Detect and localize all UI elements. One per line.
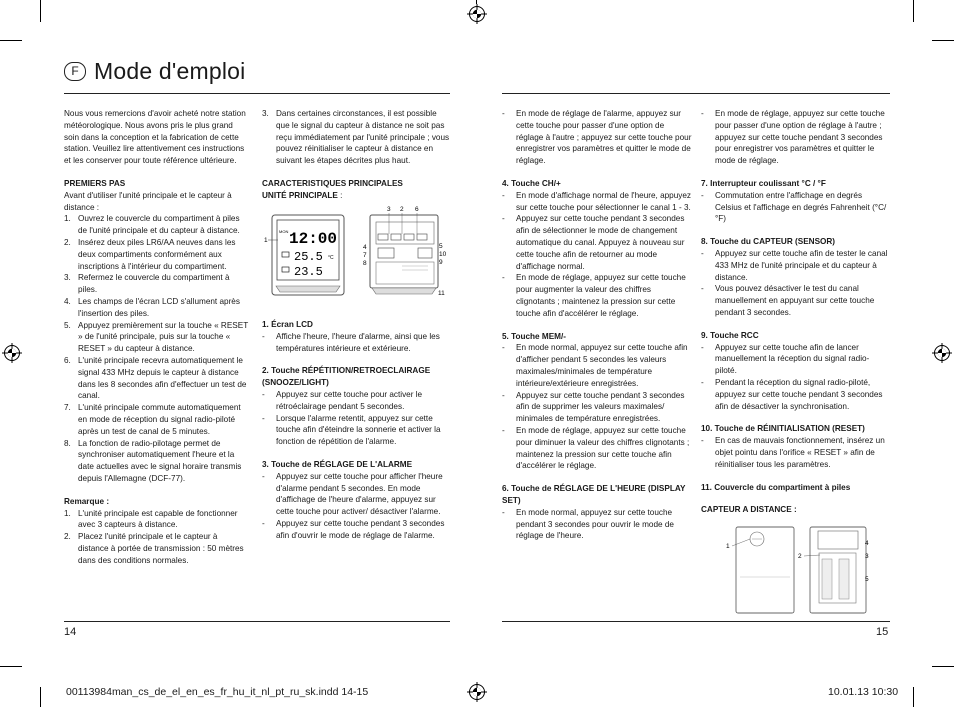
crop-mark [932, 40, 954, 41]
crop-mark [913, 0, 914, 22]
main-unit-diagram [262, 200, 452, 300]
list-item: - En mode de réglage, appuyez sur cette touche pour passer d'une option de réglage à l'autre ; appuyez sur cette touche pendant 3 secondes pour enregistrer vos paramètres et quitter le mode de réglage. [701, 109, 885, 166]
premiers-pas-lead: Avant d'utiliser l'unité principale et le capteur à distance : [64, 190, 232, 212]
slug-filename: 00113984man_cs_de_el_en_es_fr_hu_it_nl_pt_ru_sk.indd 14-15 [66, 686, 369, 698]
sensor-diagram [722, 525, 872, 615]
section-6-list [502, 507, 692, 542]
heading-reset: 10. Touche de RÉINITIALISATION (RESET) [701, 424, 865, 434]
heading-caracteristiques: CARACTERISTIQUES PRINCIPALES [262, 178, 403, 188]
alarm-continued-list [502, 108, 692, 167]
intro-text: Nous vous remercions d'avoir acheté notre station météorologique. Nous avons pris le plus grand soin dans la conception et la fabrication de cette station. Veuillez lire attentivement ces instructions et les conserver pour toute référence ultérieure. [64, 109, 246, 166]
section-5-list [502, 342, 692, 472]
lcd-time: 12:00 [289, 230, 338, 248]
sensor-callout-2: 2 [798, 553, 802, 560]
crop-mark [40, 687, 41, 707]
callout-9: 9 [439, 259, 443, 266]
footer-rule-left [64, 621, 450, 622]
page-number-left: 14 [64, 626, 77, 638]
list-item: 4. Les champs de l'écran LCD s'allument après l'insertion des piles. [64, 296, 240, 318]
left-column-1 [64, 108, 250, 566]
page-number-right: 15 [876, 626, 889, 638]
list-item: - Appuyez sur cette touche pendant 3 secondes afin de sélectionner le mode de changement automatique du canal. Appuyez à nouveau sur cette touche afin de retourner au mode d'affichage normal. [502, 214, 685, 271]
list-item: - En mode normal, appuyez sur cette touche afin d'afficher pendant 5 secondes les valeurs maximales/minimales de température intérieure/extérieure enregistrées. [502, 343, 688, 388]
time-set-continued-list [701, 108, 891, 167]
slug-date: 10.01.13 10:30 [828, 686, 899, 698]
heading-snooze-light: 2. Touche RÉPÉTITION/RETROECLAIRAGE (SNOOZE/LIGHT) [262, 366, 431, 388]
sensor-callout-3: 3 [865, 553, 869, 560]
list-item: - Pendant la réception du signal radio-piloté, appuyez sur cette touche pendant 3 secondes afin de désactiver la synchronisation. [701, 377, 883, 411]
list-item: 2. Insérez deux piles LR6/AA neuves dans les deux compartiments conformément aux inscriptions à l'intérieur du compartiment. [64, 237, 236, 271]
right-column-2 [701, 108, 891, 516]
list-item: - Appuyez sur cette touche pour activer le rétroéclairage pendant 5 secondes. [262, 389, 423, 411]
list-item: - En cas de mauvais fonctionnement, insérez un objet pointu dans l'orifice « RESET » afin de réinitialiser tous les paramètres. [701, 436, 885, 469]
heading-rcc: 9. Touche RCC [701, 330, 759, 340]
section-9-list [701, 342, 891, 413]
callout-5: 5 [439, 243, 443, 250]
lcd-temp-indoor: 25.5 [294, 250, 323, 264]
list-item: - En mode de réglage de l'alarme, appuyez sur cette touche pour passer d'une option de réglage à l'autre ; appuyez sur cette touche pour enregistrer vos paramètres et quitter le mode de réglage. [502, 109, 692, 166]
list-item: 1. L'unité principale est capable de fonctionner avec 3 capteurs à distance. [64, 508, 238, 530]
registration-mark-icon [2, 343, 22, 363]
registration-mark-icon [932, 343, 952, 363]
list-item: - Commutation entre l'affichage en degrés Celsius et l'affichage en degrés Fahrenheit (°C/°F) [701, 190, 887, 224]
section-1-list [262, 331, 450, 355]
callout-7: 7 [363, 252, 367, 259]
callout-2: 2 [400, 206, 404, 213]
callout-10: 10 [439, 251, 447, 258]
section-10-list [701, 435, 891, 470]
left-column-2 [262, 108, 450, 202]
callout-8: 8 [363, 260, 367, 267]
sensor-callout-5: 5 [865, 576, 869, 583]
list-item: - En mode de réglage, appuyez sur cette touche pour augmenter la valeur des chiffres clignotants ; maintenez la pression sur cette touche afin d'accélérer le réglage. [502, 273, 686, 318]
language-badge: F [64, 62, 86, 81]
heading-ecran-lcd: 1. Écran LCD [262, 320, 313, 329]
step-3-continued: 3. Dans certaines circonstances, il est possible que le signal du capteur à distance ne soit pas reçu immédiatement par l'unité principale ; vous pouvez réinitialiser le capteur à distance en suivant les étapes décrites plus haut. [262, 109, 450, 166]
list-item: 1. Ouvrez le couvercle du compartiment à piles de l'unité principale et du capteur à distance. [64, 214, 240, 236]
heading-battery-cover: 11. Couvercle du compartiment à piles [701, 482, 851, 492]
heading-display-set: 6. Touche de RÉGLAGE DE L'HEURE (DISPLAY SET) [502, 484, 686, 505]
section-3-list [262, 471, 450, 542]
lcd-mode: MON [279, 229, 289, 234]
crop-mark [40, 0, 41, 22]
list-item: - En mode normal, appuyez sur cette touche pendant 3 secondes pour ouvrir le mode de réglage de l'heure. [502, 507, 674, 541]
sensor-callout-1: 1 [726, 543, 730, 550]
list-item: - Appuyez sur cette touche pendant 3 secondes afin d'ouvrir le mode de réglage de l'alarme. [262, 518, 445, 540]
section-8-list [701, 248, 891, 319]
heading-unite-principale: UNITÉ PRINCIPALE : [262, 190, 343, 200]
list-item: 6. L'unité principale recevra automatiquement le signal 433 MHz depuis le capteur à distance dans les 8 secondes afin d'effectuer un test de canal. [64, 355, 247, 401]
crop-mark [0, 40, 22, 41]
section-2-list [262, 389, 450, 448]
list-item: - Affiche l'heure, l'heure d'alarme, ainsi que les températures intérieure et extérieure. [262, 331, 440, 353]
callout-1: 1 [264, 237, 268, 244]
list-item: 3. Refermez le couvercle du compartiment à piles. [64, 273, 230, 295]
list-item: - En mode d'affichage normal de l'heure, appuyez sur cette touche pour sélectionner le canal 1 - 3. [502, 190, 692, 212]
lcd-temp-outdoor: 23.5 [294, 265, 323, 279]
crop-mark [932, 666, 954, 667]
right-column-1 [502, 108, 692, 542]
page-title: Mode d'emploi [94, 58, 246, 84]
sensor-callout-4: 4 [865, 540, 869, 547]
list-item: - Lorsque l'alarme retentit, appuyez sur cette touche afin d'éteindre la sonnerie et activer la fonction de répétition de l'alarme. [262, 413, 441, 447]
callout-11: 11 [438, 290, 445, 297]
notes-list [64, 508, 250, 567]
list-item: - Appuyez sur cette touche afin de lancer manuellement la réception du signal radio-piloté. [701, 342, 870, 376]
crop-mark [0, 666, 22, 667]
heading-mem-minus: 5. Touche MEM/- [502, 331, 566, 341]
registration-mark-icon [467, 4, 487, 24]
callout-4: 4 [363, 244, 367, 251]
heading-switch-cf: 7. Interrupteur coulissant °C / °F [701, 178, 826, 188]
footer-rule-right [502, 621, 890, 622]
registration-mark-icon [467, 682, 487, 702]
list-item: - Appuyez sur cette touche pendant 3 secondes afin de supprimer les valeurs maximales/ minimales de température enregistrées. [502, 390, 685, 424]
list-item: - Appuyez sur cette touche pour afficher l'heure d'alarme pendant 5 secondes. En mode d'affichage de l'heure d'alarme, appuyez sur cette touche pour activer/ désactiver l'alarme. [262, 471, 443, 517]
heading-premiers-pas: PREMIERS PAS [64, 178, 126, 188]
callout-6: 6 [415, 206, 419, 213]
heading-remarque: Remarque : [64, 496, 110, 506]
left-column-2-sections [262, 319, 450, 542]
callout-3: 3 [387, 206, 391, 213]
heading-ch-plus: 4. Touche CH/+ [502, 178, 561, 188]
page-header [64, 58, 245, 85]
list-item: 2. Placez l'unité principale et le capteur à distance à portée de transmission : 50 mètres dans des conditions normales. [64, 532, 244, 565]
list-item: - Appuyez sur cette touche afin de tester le canal 433 MHz de l'unité principale et du capteur à distance. [701, 248, 888, 282]
list-item: - En mode de réglage, appuyez sur cette touche pour diminuer la valeur des chiffres clignotants ; maintenez la pression sur cette touche afin d'accélérer le réglage. [502, 425, 690, 471]
list-item: - Vous pouvez désactiver le test du canal manuellement en appuyant sur cette touche pendant 3 secondes. [701, 284, 875, 317]
section-4-list [502, 190, 692, 320]
list-item: 7. L'unité principale commute automatiquement en mode de réception du signal radio-piloté après un test de canal de 5 minutes. [64, 403, 241, 436]
header-rule-left [64, 93, 450, 94]
heading-sensor: 8. Touche du CAPTEUR (SENSOR) [701, 237, 836, 247]
crop-mark [913, 687, 914, 707]
lcd-unit: °C [328, 255, 334, 261]
list-item: 5. Appuyez premièrement sur la touche « RESET » de l'unité principale, puis sur la touche « RESET » du capteur à distance. [64, 320, 249, 354]
heading-capteur: CAPTEUR A DISTANCE : [701, 505, 797, 515]
header-rule-right [502, 93, 890, 94]
steps-list [64, 213, 250, 484]
section-7-list [701, 190, 891, 225]
list-item: 8. La fonction de radio-pilotage permet de synchroniser automatiquement l'heure et la date actuelles avec le signal horaire transmis depuis l'Allemagne (DCF-77). [64, 438, 242, 483]
heading-alarm-set: 3. Touche de RÉGLAGE DE L'ALARME [262, 459, 413, 469]
